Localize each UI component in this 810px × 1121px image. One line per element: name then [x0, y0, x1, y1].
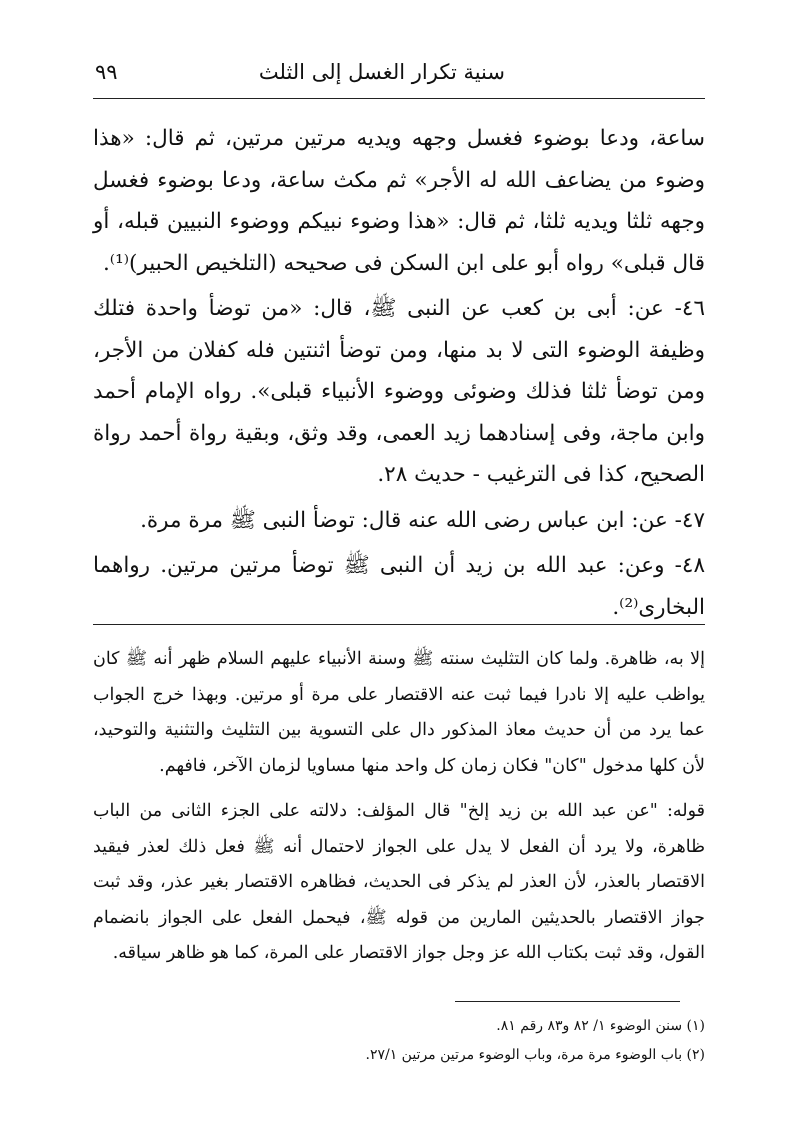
main-paragraph: ساعة، ودعا بوضوء فغسل وجهه ويديه مرتين مرتين، ثم قال: «هذا وضوء من يضاعف الله له الأجر» ثم مكث ساعة، ودعا بوضوء فغسل وجهه ثلثا ويديه ثلثا، ثم قال: «هذا وضوء نبيكم ووضوء النبيين قبله، أو قال قبلى» رواه أبو على ابن السكن فى صحيحه (التلخيص الحبير)⁽¹⁾.	[93, 126, 705, 276]
footnote-rule	[455, 1001, 680, 1002]
header-rule	[93, 98, 705, 99]
main-text	[93, 118, 705, 628]
commentary	[93, 642, 705, 972]
footnote-1: (١) سنن الوضوء ١/ ٨٢ و٨٣ رقم ٨١.	[496, 1018, 705, 1034]
commentary-paragraph: قوله: "عن عبد الله بن زيد إلخ" قال المؤلف: دلالته على الجزء الثانى من الباب ظاهرة، ولا يرد أن الفعل لا يدل على الجواز لاحتمال أنه ﷺ فعل ذلك لعذر فيقيد الاقتصار بالعذر، لأن العذر لم يذكر فى الحديث، فظاهره الاقتصار بغير عذر، وقد ثبت جواز الاقتصار بالحديثين المارين من قوله ﷺ، فيحمل الفعل على الجواز بانضمام القول، وقد ثبت بكتاب الله عز وجل جواز الاقتصار على المرة، كما هو ظاهر سياقه.	[93, 801, 705, 963]
section-divider	[93, 624, 705, 625]
footnotes	[93, 1012, 705, 1070]
hadith-46: ٤٦- عن: أبى بن كعب عن النبى ﷺ، قال: «من توضأ واحدة فتلك وظيفة الوضوء التى لا بد منها، ومن توضأ اثنتين فله كفلان من الأجر، ومن توضأ ثلثا فذلك وضوئى ووضوء الأنبياء قبلى». رواه الإمام أحمد وابن ماجة، وفى إسنادهما زيد العمى، وقد وثق، وبقية رواة أحمد رواة الصحيح، كذا فى الترغيب - حديث ٢٨.	[93, 296, 705, 487]
page-header	[95, 58, 700, 94]
running-title: سنية تكرار الغسل إلى الثلث	[258, 60, 505, 84]
hadith-47: ٤٧- عن: ابن عباس رضى الله عنه قال: توضأ النبى ﷺ مرة مرة.	[140, 507, 705, 533]
footnote-2: (٢) باب الوضوء مرة مرة، وباب الوضوء مرتين مرتين ٢٧/١.	[365, 1047, 705, 1063]
hadith-48: ٤٨- وعن: عبد الله بن زيد أن النبى ﷺ توضأ مرتين مرتين. رواهما البخارى⁽²⁾.	[93, 553, 705, 620]
commentary-paragraph: إلا به، ظاهرة. ولما كان التثليث سنته ﷺ وسنة الأنبياء عليهم السلام ظهر أنه ﷺ كان يواظب عليه إلا نادرا فيما ثبت عنه الاقتصار على مرة أو مرتين. وبهذا خرج الجواب عما يرد من أن حديث معاذ المذكور دال على التسوية بين التثليث والتثنية والتوحيد، لأن كلها مدخول "كان" فكان زمان كل واحد منها مساويا لزمان الآخر، فافهم.	[93, 649, 705, 776]
page-number: ٩٩	[95, 60, 118, 84]
